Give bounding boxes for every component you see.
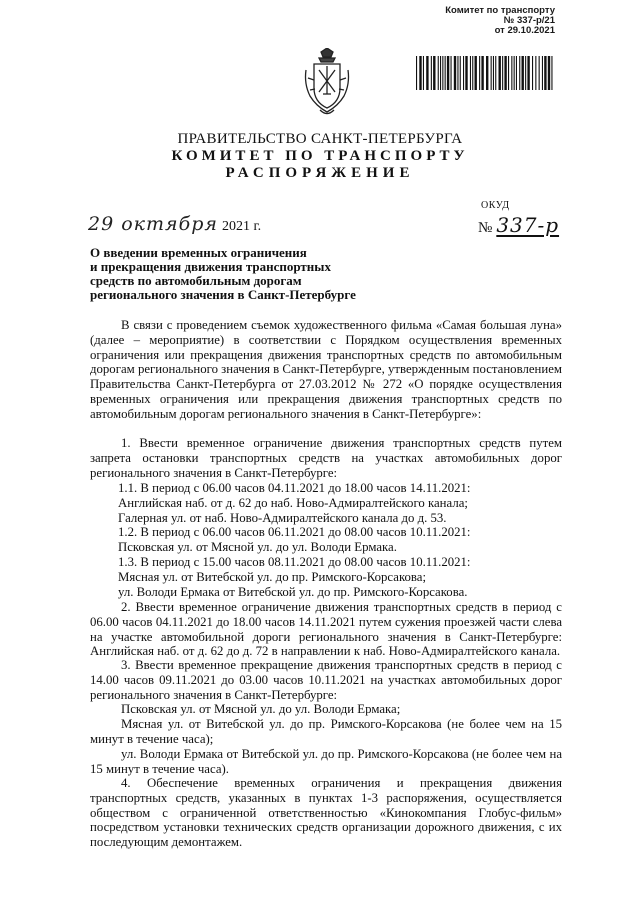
item-1 [90,436,562,480]
item-4 [90,776,562,850]
item-1-1-a: Английская наб. от д. 62 до наб. Ново-Адмиралтейского канала; [118,495,468,510]
item-1-2-a: Псковская ул. от Мясной ул. до ул. Володи Ермака. [118,540,397,555]
barcode-bar [527,56,529,90]
coat-of-arms-icon [302,48,352,118]
barcode-bar [454,56,456,90]
item-1-3-a: Мясная ул. от Витебской ул. до пр. Римского-Корсакова; [118,569,427,584]
barcode-bar [544,56,546,90]
government-title: ПРАВИТЕЛЬСТВО САНКТ-ПЕТЕРБУРГА [177,131,463,147]
item-3-a: Псковская ул. от Мясной ул. до ул. Володи Ермака; [121,702,401,717]
stamp-committee: Комитет по транспорту [445,5,555,16]
barcode-bar [493,56,494,90]
barcode-bar [508,56,509,90]
barcode-bar [532,56,533,90]
barcode-bar [486,56,488,90]
barcode-bar [470,56,471,90]
barcode-bar [522,56,524,90]
item-4-text: 4. Обеспечение временных ограничения и прекращения движения транспортных средств, указанных в пунктах 1-3 распоряжения, осуществляется обществом с ограниченной ответственностью «Кинокомпания Глобус-фильм» посредством установки технических средств организации дорожного движения, с их последующим демонтажем. [90,776,562,850]
barcode-bar [465,56,467,90]
subject-line: О введении временных ограничения [90,245,307,260]
okud-label: ОКУД [481,200,510,211]
barcode-bar [431,56,432,90]
barcode-bar [416,56,417,90]
barcode-bar [445,56,446,90]
barcode-bar [525,56,526,90]
barcode-bar [419,56,421,90]
item-3-text: 3. Ввести временное прекращение движения транспортных средств в период с 14.00 часов 09.11.2021 до 03.00 часов 10.11.2021 на участках автомобильных дорог регионального значения в Санкт-Петербурге: [90,658,562,702]
barcode-bar [451,56,452,90]
barcode-bar [442,56,443,90]
document-subject [90,246,380,302]
registration-stamp [405,6,555,36]
subject-line: и прекращения движения транспортных [90,259,331,274]
date-year: 2021 г. [221,219,262,234]
item-3-c: ул. Володи Ермака от Витебской ул. до пр. Римского-Корсакова (не более чем на 15 минут в течение часа). [90,746,562,776]
barcode-bar [495,56,496,90]
barcode-bar [440,56,441,90]
barcode-bar [519,56,520,90]
barcode-bar [460,56,461,90]
item-1-3-b: ул. Володи Ермака от Витебской ул. до пр. Римского-Корсакова. [118,584,468,599]
preamble [90,318,562,422]
item-1-1: 1.1. В период с 06.00 часов 04.11.2021 до 18.00 часов 14.11.2021: [118,481,471,495]
item-1-1-b: Галерная ул. от наб. Ново-Адмиралтейского канала до д. 53. [118,510,447,525]
barcode-bar [447,56,449,90]
item-1-2: 1.2. В период с 06.00 часов 06.11.2021 до 08.00 часов 10.11.2021: [118,525,471,540]
barcode-bar [548,56,550,90]
document-date [88,213,378,239]
barcode-bar [423,56,424,90]
barcode-bar [491,56,492,90]
barcode-bar [511,56,512,90]
item-3 [90,658,562,776]
barcode-bar [514,56,515,90]
barcode-bar [551,56,552,90]
item-1-details [90,481,562,599]
barcode-bar [472,56,473,90]
barcode-bar [499,56,501,90]
stamp-date: от 29.10.2021 [494,25,555,36]
item-2 [90,600,562,659]
barcode-bar [504,56,506,90]
barcode-bar [433,56,435,90]
document-type: РАСПОРЯЖЕНИЕ [225,165,415,181]
barcode-bar [475,56,477,90]
barcode-bar [479,56,480,90]
barcode-bar [539,56,540,90]
item-1-3: 1.3. В период с 15.00 часов 08.11.2021 до 08.00 часов 10.11.2021: [118,554,471,569]
subject-line: средств по автомобильным дорогам [90,273,302,288]
item-2-text: 2. Ввести временное ограничение движения транспортных средств в период с 06.00 часов 04.11.2021 до 18.00 часов 14.11.2021 путем сужения проезжей части слева на участке автомобильной дороги регионального значения в Санкт-Петербурге: Английская наб. от д. 62 до д. 72 в направлении к наб. Ново-Адмиралтейского канала. [90,600,562,659]
barcode-bar [457,56,458,90]
barcode-bar [502,56,503,90]
barcode-bar [463,56,464,90]
subject-line: регионального значения в Санкт-Петербурге [90,287,356,302]
item-1-text: 1. Ввести временное ограничение движения транспортных средств путем запрета остановки транспортных средств на участках автомобильных дорог регионального значения в Санкт-Петербурге: [90,436,562,480]
preamble-text: В связи с проведением съемок художественного фильма «Самая большая луна» (далее – мероприятие) в соответствии с Порядком осуществления временных ограничения или прекращения движения транспортных средств по автомобильным дорогам регионального значения в Санкт-Петербурге, утвержденным постановлением Правительства Санкт-Петербурга от 27.03.2012 № 272 «О порядке осуществления временных ограничения или прекращения движения транспортных средств по автомобильным дорогам регионального значения в Санкт-Петербурге»: [90,318,562,421]
stamp-number: № 337-р/21 [503,15,555,26]
barcode-bar [542,56,543,90]
number-handwritten: 337-р [496,213,560,237]
barcode-bar [426,56,428,90]
barcode-bar [535,56,536,90]
barcode-bar [481,56,483,90]
barcode-bar [516,56,517,90]
barcode [414,56,554,90]
barcode-bar [438,56,439,90]
date-handwritten: 29 октября [88,213,218,235]
committee-title: КОМИТЕТ ПО ТРАНСПОРТУ [171,148,469,164]
document-number [478,213,559,241]
item-3-b: Мясная ул. от Витебской ул. до пр. Римского-Корсакова (не более чем на 15 минут в течение часа); [90,717,562,746]
number-sign: № [478,220,493,236]
